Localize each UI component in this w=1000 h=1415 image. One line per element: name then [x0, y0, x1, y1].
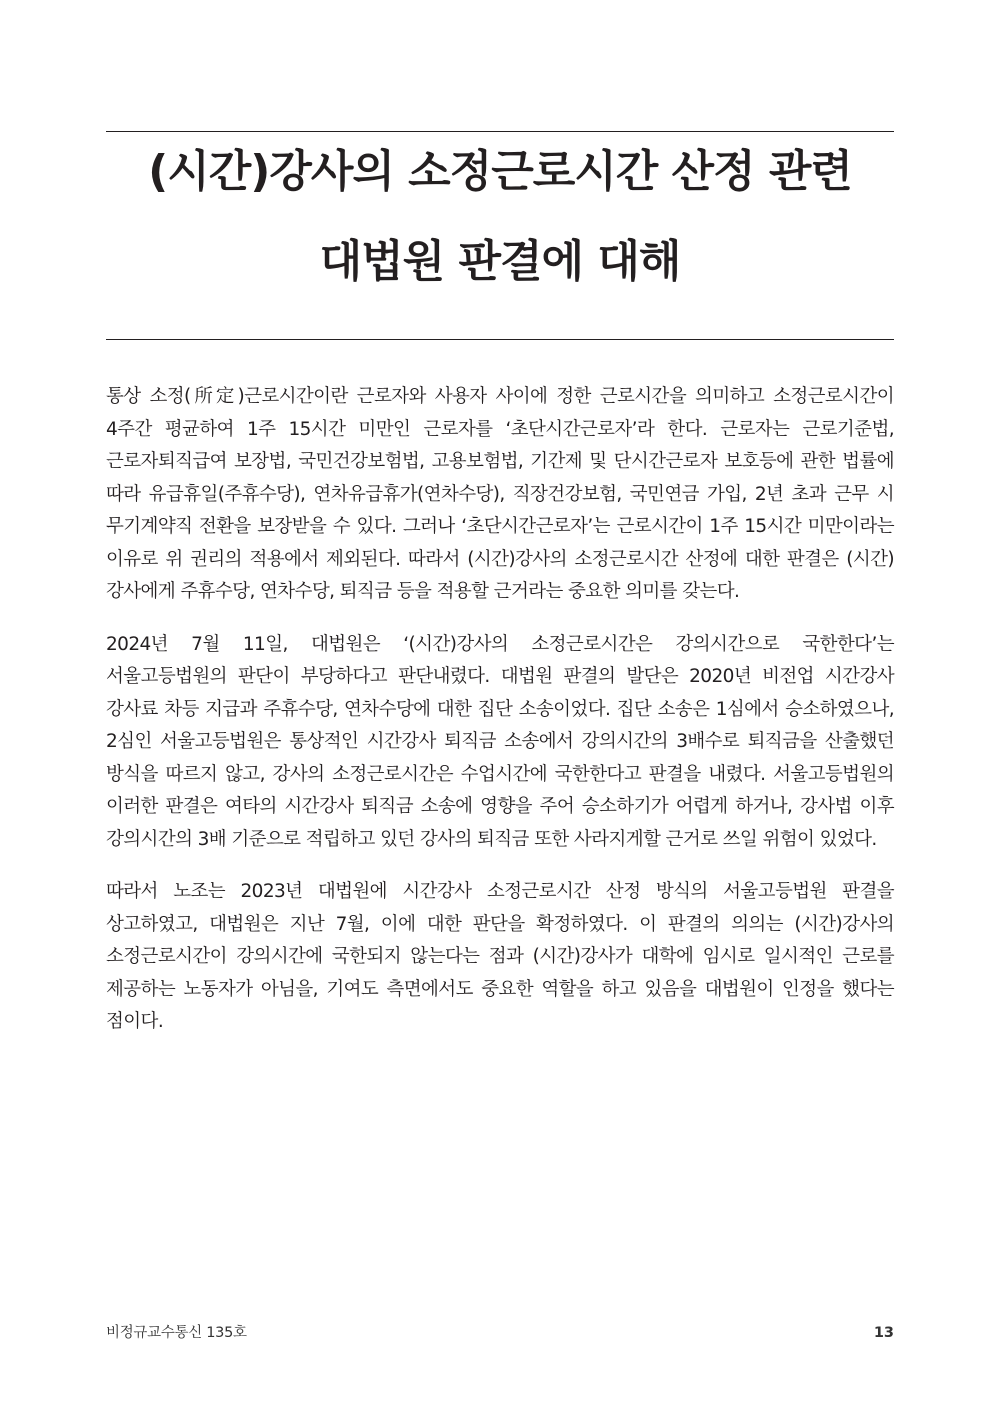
- footer-publication: 비정규교수통신 135호: [106, 1325, 247, 1341]
- paragraph-3: 따라서 노조는 2023년 대법원에 시간강사 소정근로시간 산정 방식의 서울고등법원 판결을 상고하였고, 대법원은 지난 7월, 이에 대한 판단을 확정하였다. 이 판결의 의의는 (시간)강사의 소정근로시간이 강의시간에 국한되지 않는다는 점과 (시간)강사가 대학에 임시로 일시적인 근로를 제공하는 노동자가 아님을, 기여도 측면에서도 중요한 역할을 하고 있음을 대법원이 인정을 했다는 점이다.: [106, 881, 894, 1032]
- paragraph-1: 통상 소정(所定)근로시간이란 근로자와 사용자 사이에 정한 근로시간을 의미하고 소정근로시간이 4주간 평균하여 1주 15시간 미만인 근로자를 ‘초단시간근로자’라 한다. 근로자는 근로기준법, 근로자퇴직급여 보장법, 국민건강보험법, 고용보험법, 기간제 및 단시간근로자 보호등에 관한 법률에 따라 유급휴일(주휴수당), 연차유급휴가(연차수당), 직장건강보험, 국민연금 가입, 2년 초과 근무 시 무기계약직 전환을 보장받을 수 있다. 그러나 ‘초단시간근로자’는 근로시간이 1주 15시간 미만이라는 이유로 위 권리의 적용에서 제외된다. 따라서 (시간)강사의 소정근로시간 산정에 대한 판결은 (시간)강사에게 주휴수당, 연차수당, 퇴직금 등을 적용할 근거라는 중요한 의미를 갖는다.: [106, 386, 894, 602]
- title-bottom-rule: [106, 339, 894, 340]
- article-body: [106, 381, 894, 1059]
- page-title-line-1: (시간)강사의 소정근로시간 산정 관련: [148, 146, 852, 197]
- page-title-line-2: 대법원 판결에 대해: [319, 236, 681, 287]
- footer-page-number: 13: [873, 1325, 894, 1341]
- title-top-rule: [106, 131, 894, 132]
- paragraph-2: 2024년 7월 11일, 대법원은 ‘(시간)강사의 소정근로시간은 강의시간으로 국한한다’는 서울고등법원의 판단이 부당하다고 판단내렸다. 대법원 판결의 발단은 2020년 비전업 시간강사 강사료 차등 지급과 주휴수당, 연차수당에 대한 집단 소송이었다. 집단 소송은 1심에서 승소하였으나, 2심인 서울고등법원은 통상적인 시간강사 퇴직금 소송에서 강의시간의 3배수로 퇴직금을 산출했던 방식을 따르지 않고, 강사의 소정근로시간은 수업시간에 국한한다고 판결을 내렸다. 서울고등법원의 이러한 판결은 여타의 시간강사 퇴직금 소송에 영향을 주어 승소하기가 어렵게 하거나, 강사법 이후 강의시간의 3배 기준으로 적립하고 있던 강사의 퇴직금 또한 사라지게할 근거로 쓰일 위험이 있었다.: [106, 633, 894, 850]
